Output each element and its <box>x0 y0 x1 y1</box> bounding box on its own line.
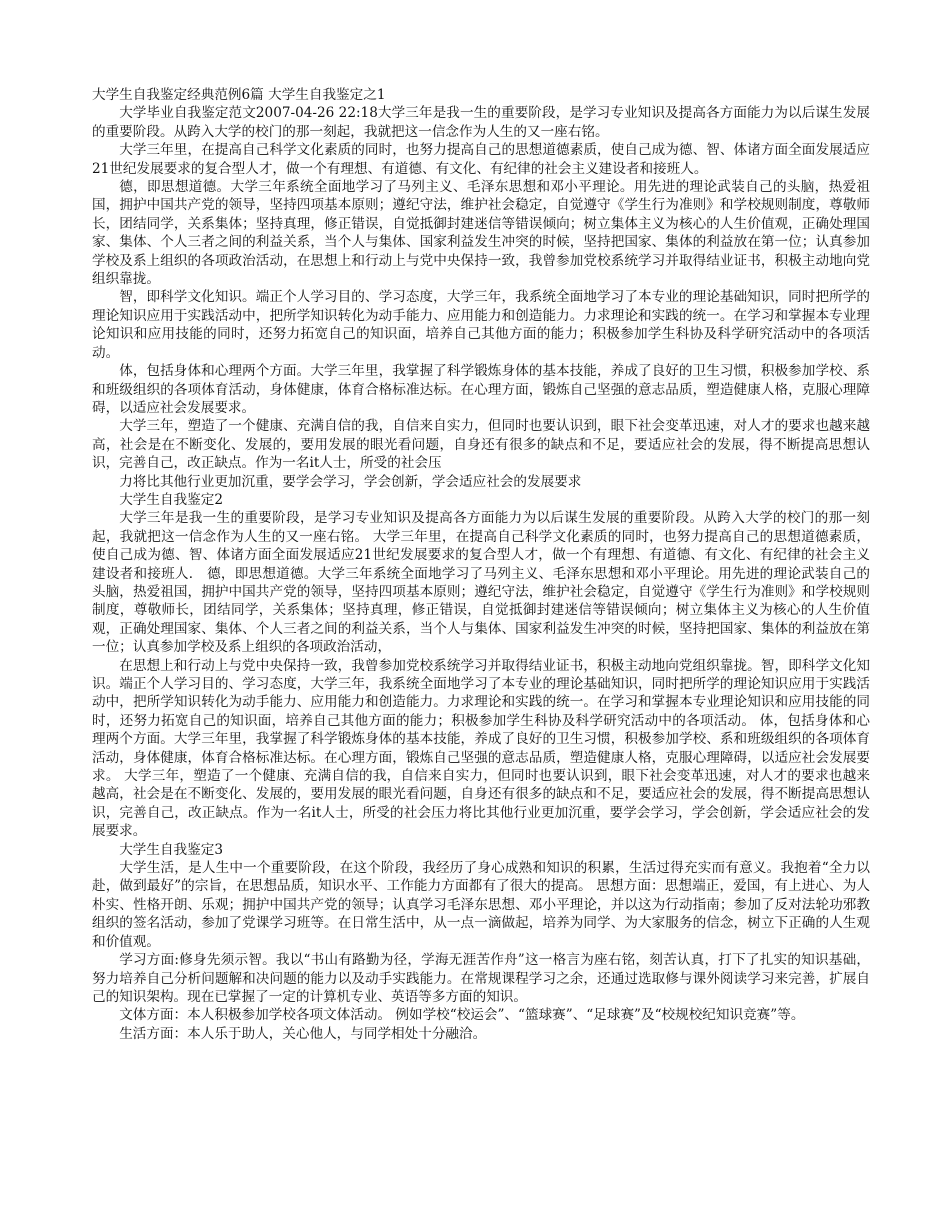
paragraph-7: 力将比其他行业更加沉重，要学会学习，学会创新，学会适应社会的发展要求 <box>119 473 582 490</box>
paragraph-4: 智，即科学文化知识。端正个人学习目的、学习态度，大学三年，我系统全面地学习了本专业的理论基础知识，同时把所学的理论知识应用于实践活动中，把所学知识转化为动手能力、应用能力和创造能力。力求理论和实践的统一。在学习和掌握本专业理论知识和应用技能的同时，还努力拓宽自己的知识面，培养自己其他方面的能力；积极参加学生科协及科学研究活动中的各项活动。 <box>92 289 870 361</box>
paragraph-12: 大学生活，是人生中一个重要阶段，在这个阶段，我经历了身心成熟和知识的积累，生活过得充实而有意义。我抱着“全力以赴，做到最好”的宗旨，在思想品质，知识水平、工作能力方面都有了很大的提高。 思想方面：思想端正，爱国，有上进心、为人朴实、性格开朗、乐观；拥护中国共产党的领导；认真学习毛泽东思想、邓小平理论，并以这为行动指南；参加了反对法轮功邪教组织的签名活动，参加了党课学习班等。在日常生活中，从一点一滴做起，培养为同学、为大家服务的信念，树立下正确的人生观和价值观。 <box>92 860 870 950</box>
paragraph-3: 德，即思想道德。大学三年系统全面地学习了马列主义、毛泽东思想和邓小平理论。用先进的理论武装自己的头脑，热爱祖国，拥护中国共产党的领导，坚持四项基本原则；遵纪守法，维护社会稳定，自觉遵守《学生行为准则》和学校规则制度，尊敬师长，团结同学，关系集体；坚持真理，修正错误，自觉抵御封建迷信等错误倾向；树立集体主义为核心的人生价值观，正确处理国家、集体、个人三者之间的利益关系，当个人与集体、国家利益发生冲突的时候，坚持把国家、集体的利益放在第一位；认真参加学校及系上组织的各项政治活动，在思想上和行动上与党中央保持一致，我曾参加党校系统学习并取得结业证书，积极主动地向党组织靠拢。 <box>92 179 870 288</box>
paragraph-6: 大学三年，塑造了一个健康、充满自信的我，自信来自实力，但同时也要认识到，眼下社会变革迅速，对人才的要求也越来越高，社会是在不断变化、发展的，要用发展的眼光看问题，自身还有很多的缺点和不足，要适应社会的发展，得不断提高思想认识，完善自己，改正缺点。作为一名it人士，所受的社会压 <box>92 418 870 472</box>
paragraph-10: 在思想上和行动上与党中央保持一致，我曾参加党校系统学习并取得结业证书，积极主动地向党组织靠拢。智，即科学文化知识。端正个人学习目的、学习态度，大学三年，我系统全面地学习了本专业的理论基础知识，同时把所学的理论知识应用于实践活动中，把所学知识转化为动手能力、应用能力和创造能力。力求理论和实践的统一。在学习和掌握本专业理论知识和应用技能的同时，还努力拓宽自己的知识面，培养自己其他方面的能力；积极参加学生科协及科学研究活动中的各项活动。 体，包括身体和心理两个方面。大学三年里，我掌握了科学锻炼身体的基本技能，养成了良好的卫生习惯，积极参加学校、系和班级组织的各项体育活动，身体健康，体育合格标准达标。在心理方面，锻炼自己坚强的意志品质，塑造健康人格，克服心理障碍，以适应社会发展要求。 大学三年，塑造了一个健康、充满自信的我，自信来自实力，但同时也要认识到，眼下社会变革迅速，对人才的要求也越来越高，社会是在不断变化、发展的，要用发展的眼光看问题，自身还有很多的缺点和不足，要适应社会的发展，得不断提高思想认识，完善自己，改正缺点。作为一名it人士，所受的社会压力将比其他行业更加沉重，要学会学习，学会创新，学会适应社会的发展要求。 <box>92 657 870 840</box>
paragraph-1: 大学毕业自我鉴定范文2007-04-26 22:18大学三年是我一生的重要阶段，是学习专业知识及提高各方面能力为以后谋生发展的重要阶段。从跨入大学的校门的那一刻起，我就把这一信念作为人生的又一座右铭。 <box>92 105 870 140</box>
document-title: 大学生自我鉴定经典范例6篇 大学生自我鉴定之1 <box>92 87 386 103</box>
paragraph-5: 体，包括身体和心理两个方面。大学三年里，我掌握了科学锻炼身体的基本技能，养成了良好的卫生习惯，积极参加学校、系和班级组织的各项体育活动，身体健康，体育合格标准达标。在心理方面，锻炼自己坚强的意志品质，塑造健康人格，克服心理障碍，以适应社会发展要求。 <box>92 363 870 416</box>
paragraph-13: 学习方面:修身先须示智。我以“书山有路勤为径，学海无涯苦作舟”这一格言为座右铭，刻苦认真，打下了扎实的知识基础，努力培养自己分析问题解和决问题的能力以及动手实践能力。在常规课程学习之余，还通过选取修与课外阅读学习来完善，扩展自己的知识架构。现在已掌握了一定的计算机专业、英语等多方面的知识。 <box>92 952 870 1005</box>
paragraph-2: 大学三年里，在提高自己科学文化素质的同时，也努力提高自己的思想道德素质，使自己成为德、智、体诸方面全面发展适应21世纪发展要求的复合型人才，做一个有理想、有道德、有文化、有纪律的社会主义建设者和接班人。 <box>92 142 870 177</box>
paragraph-15: 生活方面：本人乐于助人，关心他人，与同学相处十分融洽。 <box>119 1025 487 1042</box>
document-body <box>92 86 870 1043</box>
section-heading-3: 大学生自我鉴定3 <box>119 841 223 858</box>
paragraph-9: 大学三年是我一生的重要阶段，是学习专业知识及提高各方面能力为以后谋生发展的重要阶段。从跨入大学的校门的那一刻起，我就把这一信念作为人生的又一座右铭。 大学三年里，在提高自己科学文化素质的同时，也努力提高自己的思想道德素质，使自己成为德、智、体诸方面全面发展适应21世纪发展要求的复合型人才，做一个有理想、有道德、有文化、有纪律的社会主义建设者和接班人． 德，即思想道德。大学三年系统全面地学习了马列主义、毛泽东思想和邓小平理论。用先进的理论武装自己的头脑，热爱祖国，拥护中国共产党的领导，坚持四项基本原则；遵纪守法，维护社会稳定，自觉遵守《学生行为准则》和学校规则制度，尊敬师长，团结同学，关系集体；坚持真理，修正错误，自觉抵御封建迷信等错误倾向；树立集体主义为核心的人生价值观，正确处理国家、集体、个人三者之间的利益关系，当个人与集体、国家利益发生冲突的时候，坚持把国家、集体的利益放在第一位；认真参加学校及系上组织的各项政治活动， <box>92 510 870 656</box>
section-heading-2: 大学生自我鉴定2 <box>119 491 223 508</box>
paragraph-14: 文体方面：本人积极参加学校各项文体活动。 例如学校“校运会”、“篮球赛”、“足球赛”及“校规校纪知识竞赛”等。 <box>119 1007 805 1024</box>
